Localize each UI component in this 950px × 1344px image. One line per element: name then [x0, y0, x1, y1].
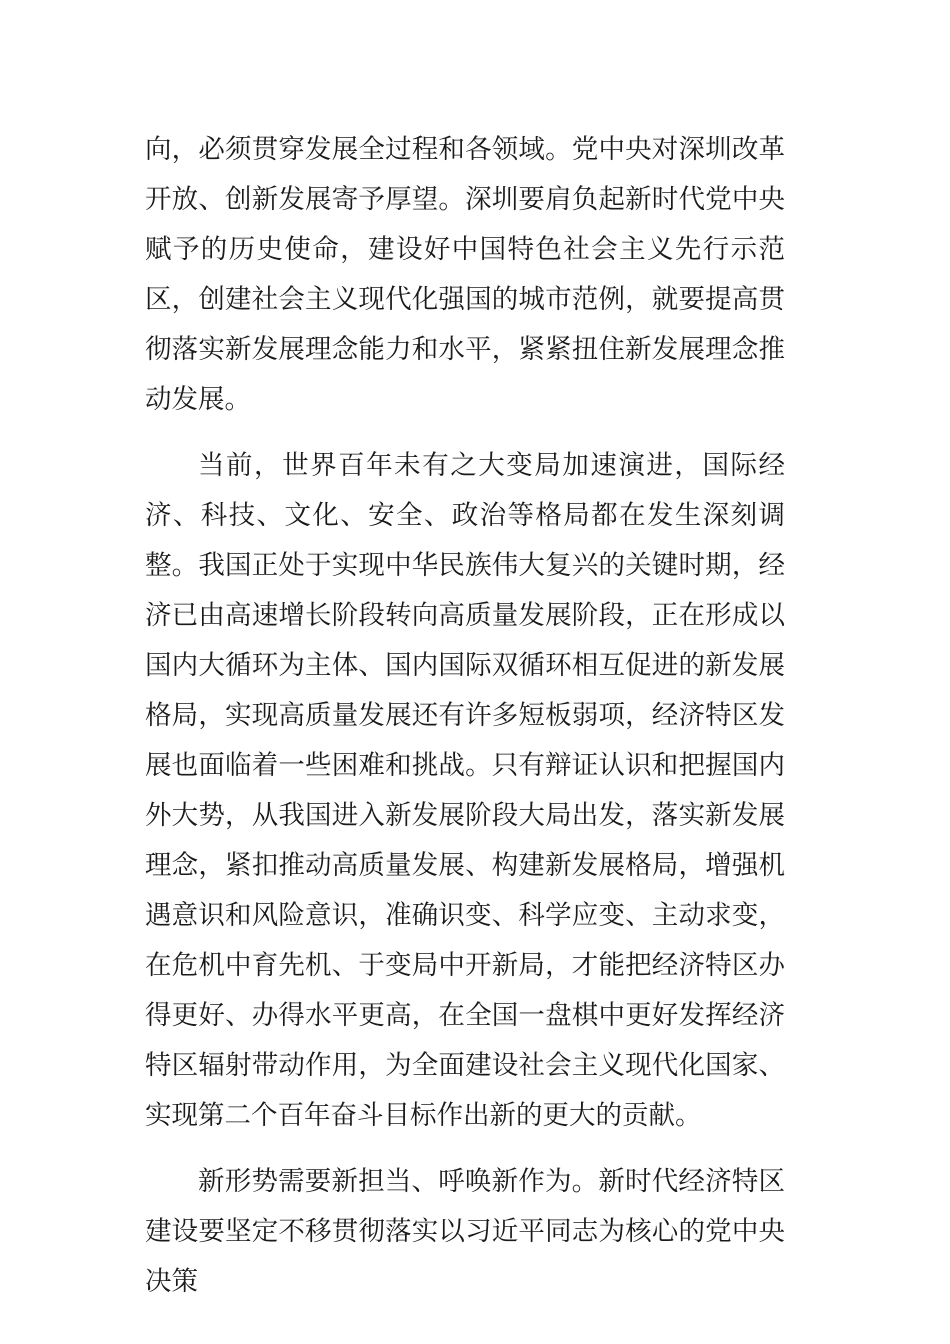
document-body	[145, 125, 785, 1307]
paragraph-new-situation: 新形势需要新担当、呼唤新作为。新时代经济特区建设要坚定不移贯彻落实以习近平同志为核心的党中央决策	[145, 1166, 785, 1297]
paragraph-continuation: 向，必须贯穿发展全过程和各领域。党中央对深圳改革开放、创新发展寄予厚望。深圳要肩负起新时代党中央赋予的历史使命，建设好中国特色社会主义先行示范区，创建社会主义现代化强国的城市范例，就要提高贯彻落实新发展理念能力和水平，紧紧扭住新发展理念推动发展。	[145, 134, 785, 415]
paragraph-current-situation: 当前，世界百年未有之大变局加速演进，国际经济、科技、文化、安全、政治等格局都在发生深刻调整。我国正处于实现中华民族伟大复兴的关键时期，经济已由高速增长阶段转向高质量发展阶段，正在形成以国内大循环为主体、国内国际双循环相互促进的新发展格局，实现高质量发展还有许多短板弱项，经济特区发展也面临着一些困难和挑战。只有辩证认识和把握国内外大势，从我国进入新发展阶段大局出发，落实新发展理念，紧扣推动高质量发展、构建新发展格局，增强机遇意识和风险意识，准确识变、科学应变、主动求变，在危机中育先机、于变局中开新局，才能把经济特区办得更好、办得水平更高，在全国一盘棋中更好发挥经济特区辐射带动作用，为全面建设社会主义现代化国家、实现第二个百年奋斗目标作出新的更大的贡献。	[145, 450, 785, 1131]
